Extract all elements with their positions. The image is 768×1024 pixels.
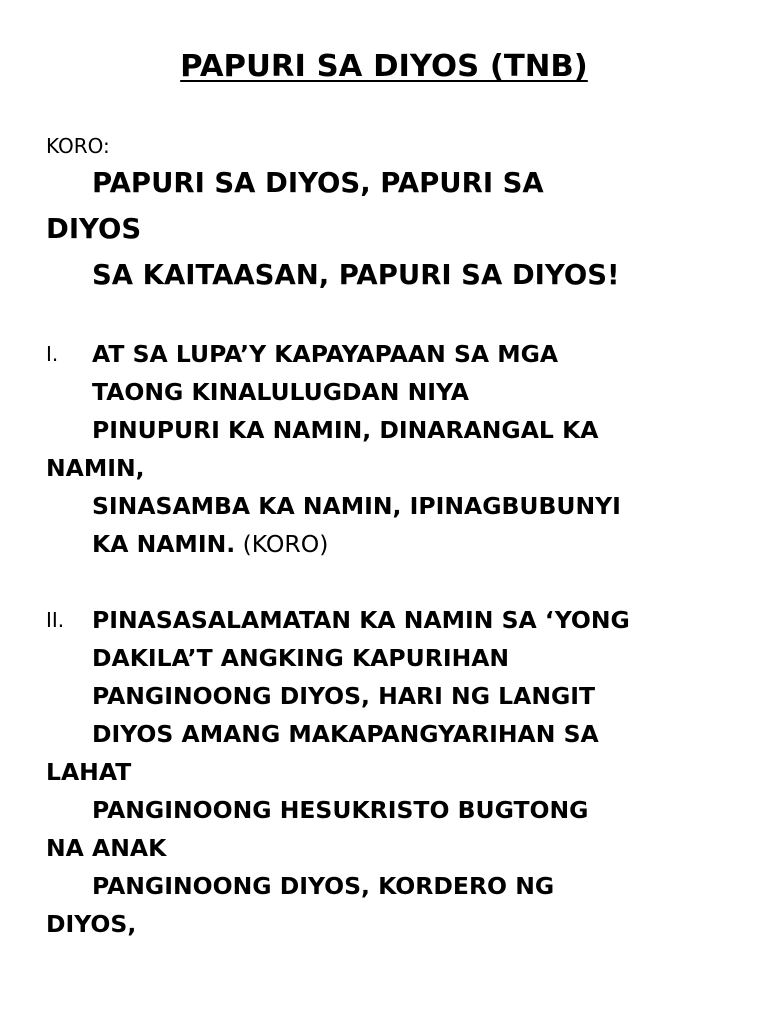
verse-numeral: I. [46, 342, 59, 366]
page-title: PAPURI SA DIYOS (TNB) [180, 49, 588, 84]
verse-line: DAKILA’T ANGKING KAPURIHAN [92, 644, 510, 672]
verse-line: PINUPURI KA NAMIN, DINARANGAL KA [92, 416, 599, 444]
verse-line: NAMIN, [46, 454, 145, 482]
verse-line-with-tag [92, 529, 328, 559]
chorus-line: DIYOS [46, 213, 142, 245]
verse-numeral: II. [46, 608, 65, 632]
verse-line: PANGINOONG DIYOS, KORDERO NG [92, 872, 555, 900]
verse-line: LAHAT [46, 758, 132, 786]
verse-line: PANGINOONG HESUKRISTO BUGTONG [92, 796, 589, 824]
chorus-reference: (KORO) [235, 530, 329, 558]
chorus-label: KORO: [46, 134, 110, 158]
verse-line: PINASASALAMATAN KA NAMIN SA ‘YONG [92, 606, 630, 634]
verse-line: TAONG KINALULUGDAN NIYA [92, 378, 469, 406]
verse-line: NA ANAK [46, 834, 167, 862]
verse-line-text: KA NAMIN. [92, 530, 236, 558]
verse-line: DIYOS AMANG MAKAPANGYARIHAN SA [92, 720, 599, 748]
verse-line: DIYOS, [46, 910, 137, 938]
chorus-line: PAPURI SA DIYOS, PAPURI SA [92, 167, 544, 199]
verse-line: PANGINOONG DIYOS, HARI NG LANGIT [92, 682, 596, 710]
verse-line: SINASAMBA KA NAMIN, IPINAGBUBUNYI [92, 492, 621, 520]
verse-line: AT SA LUPA’Y KAPAYAPAAN SA MGA [92, 340, 559, 368]
chorus-line: SA KAITAASAN, PAPURI SA DIYOS! [92, 259, 620, 291]
